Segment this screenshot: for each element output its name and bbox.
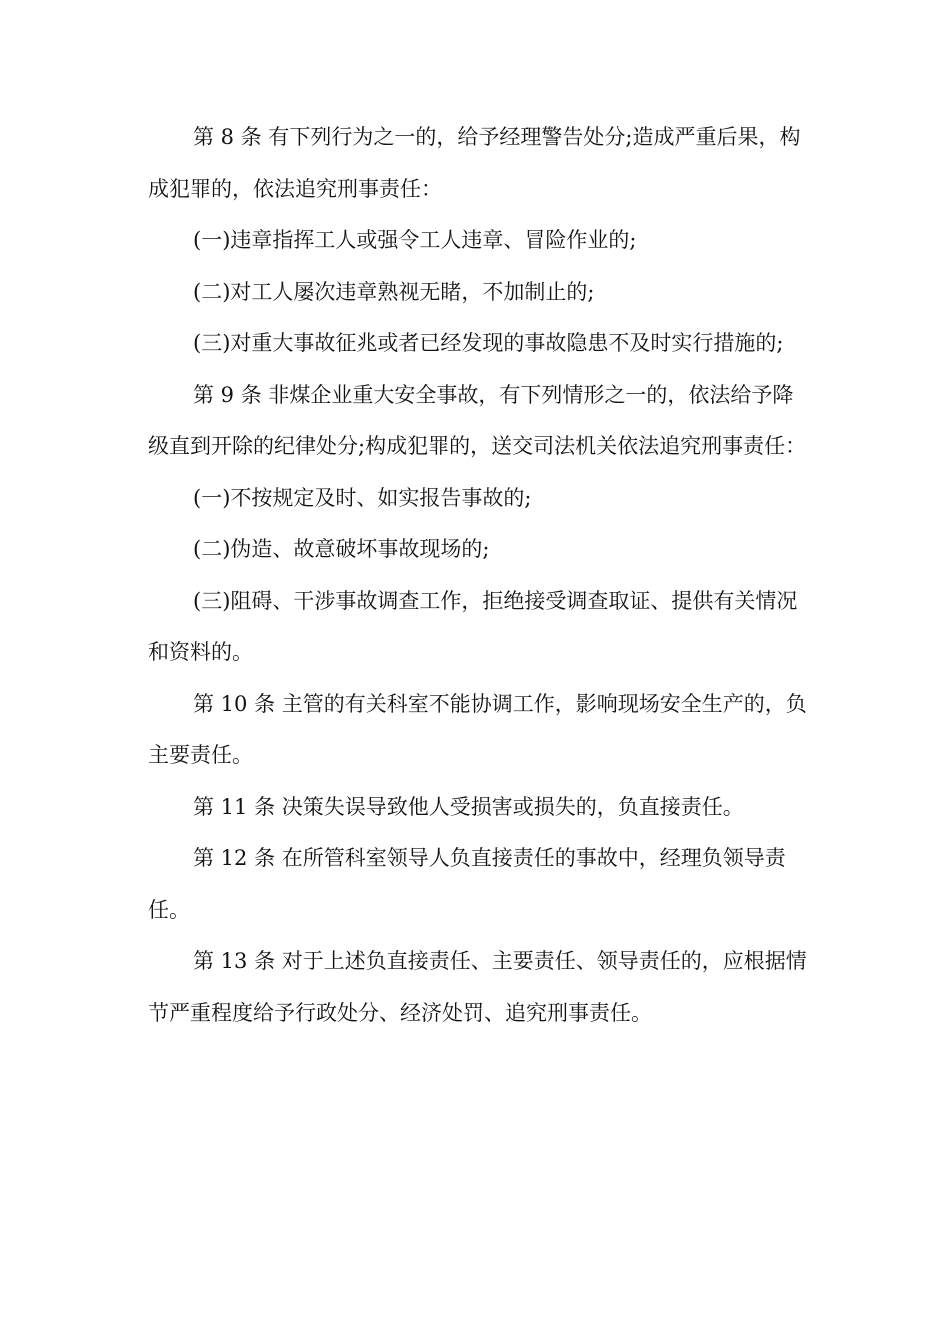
article-9-item-3: (三)阻碍、干涉事故调查工作，拒绝接受调查取证、提供有关情况和资料的。: [148, 588, 798, 664]
article-9: 第 9 条 非煤企业重大安全事故，有下列情形之一的，依法给予降级直到开除的纪律处分;构成犯罪的，送交司法机关依法追究刑事责任：: [148, 382, 807, 458]
article-8: 第 8 条 有下列行为之一的，给予经理警告处分;造成严重后果，构成犯罪的，依法追究刑事责任：: [148, 125, 801, 201]
article-10: 第 10 条 主管的有关科室不能协调工作，影响现场安全生产的，负主要责任。: [148, 691, 807, 767]
article-9-item-2: (二)伪造、故意破坏事故现场的;: [193, 537, 490, 561]
article-12: 第 12 条 在所管科室领导人负直接责任的事故中，经理负领导责任。: [148, 846, 786, 922]
document-body: [148, 112, 808, 1039]
article-9-item-1: (一)不按规定及时、如实报告事故的;: [193, 485, 532, 510]
article-11: 第 11 条 决策失误导致他人受损害或损失的，负直接责任。: [193, 794, 744, 819]
article-13: 第 13 条 对于上述负直接责任、主要责任、领导责任的，应根据情节严重程度给予行政处分、经济处罚、追究刑事责任。: [148, 949, 807, 1025]
article-8-item-3: (三)对重大事故征兆或者已经发现的事故隐患不及时实行措施的;: [193, 331, 784, 355]
article-8-item-1: (一)违章指挥工人或强令工人违章、冒险作业的;: [193, 228, 637, 252]
article-8-item-2: (二)对工人屡次违章熟视无睹，不加制止的;: [193, 279, 595, 304]
